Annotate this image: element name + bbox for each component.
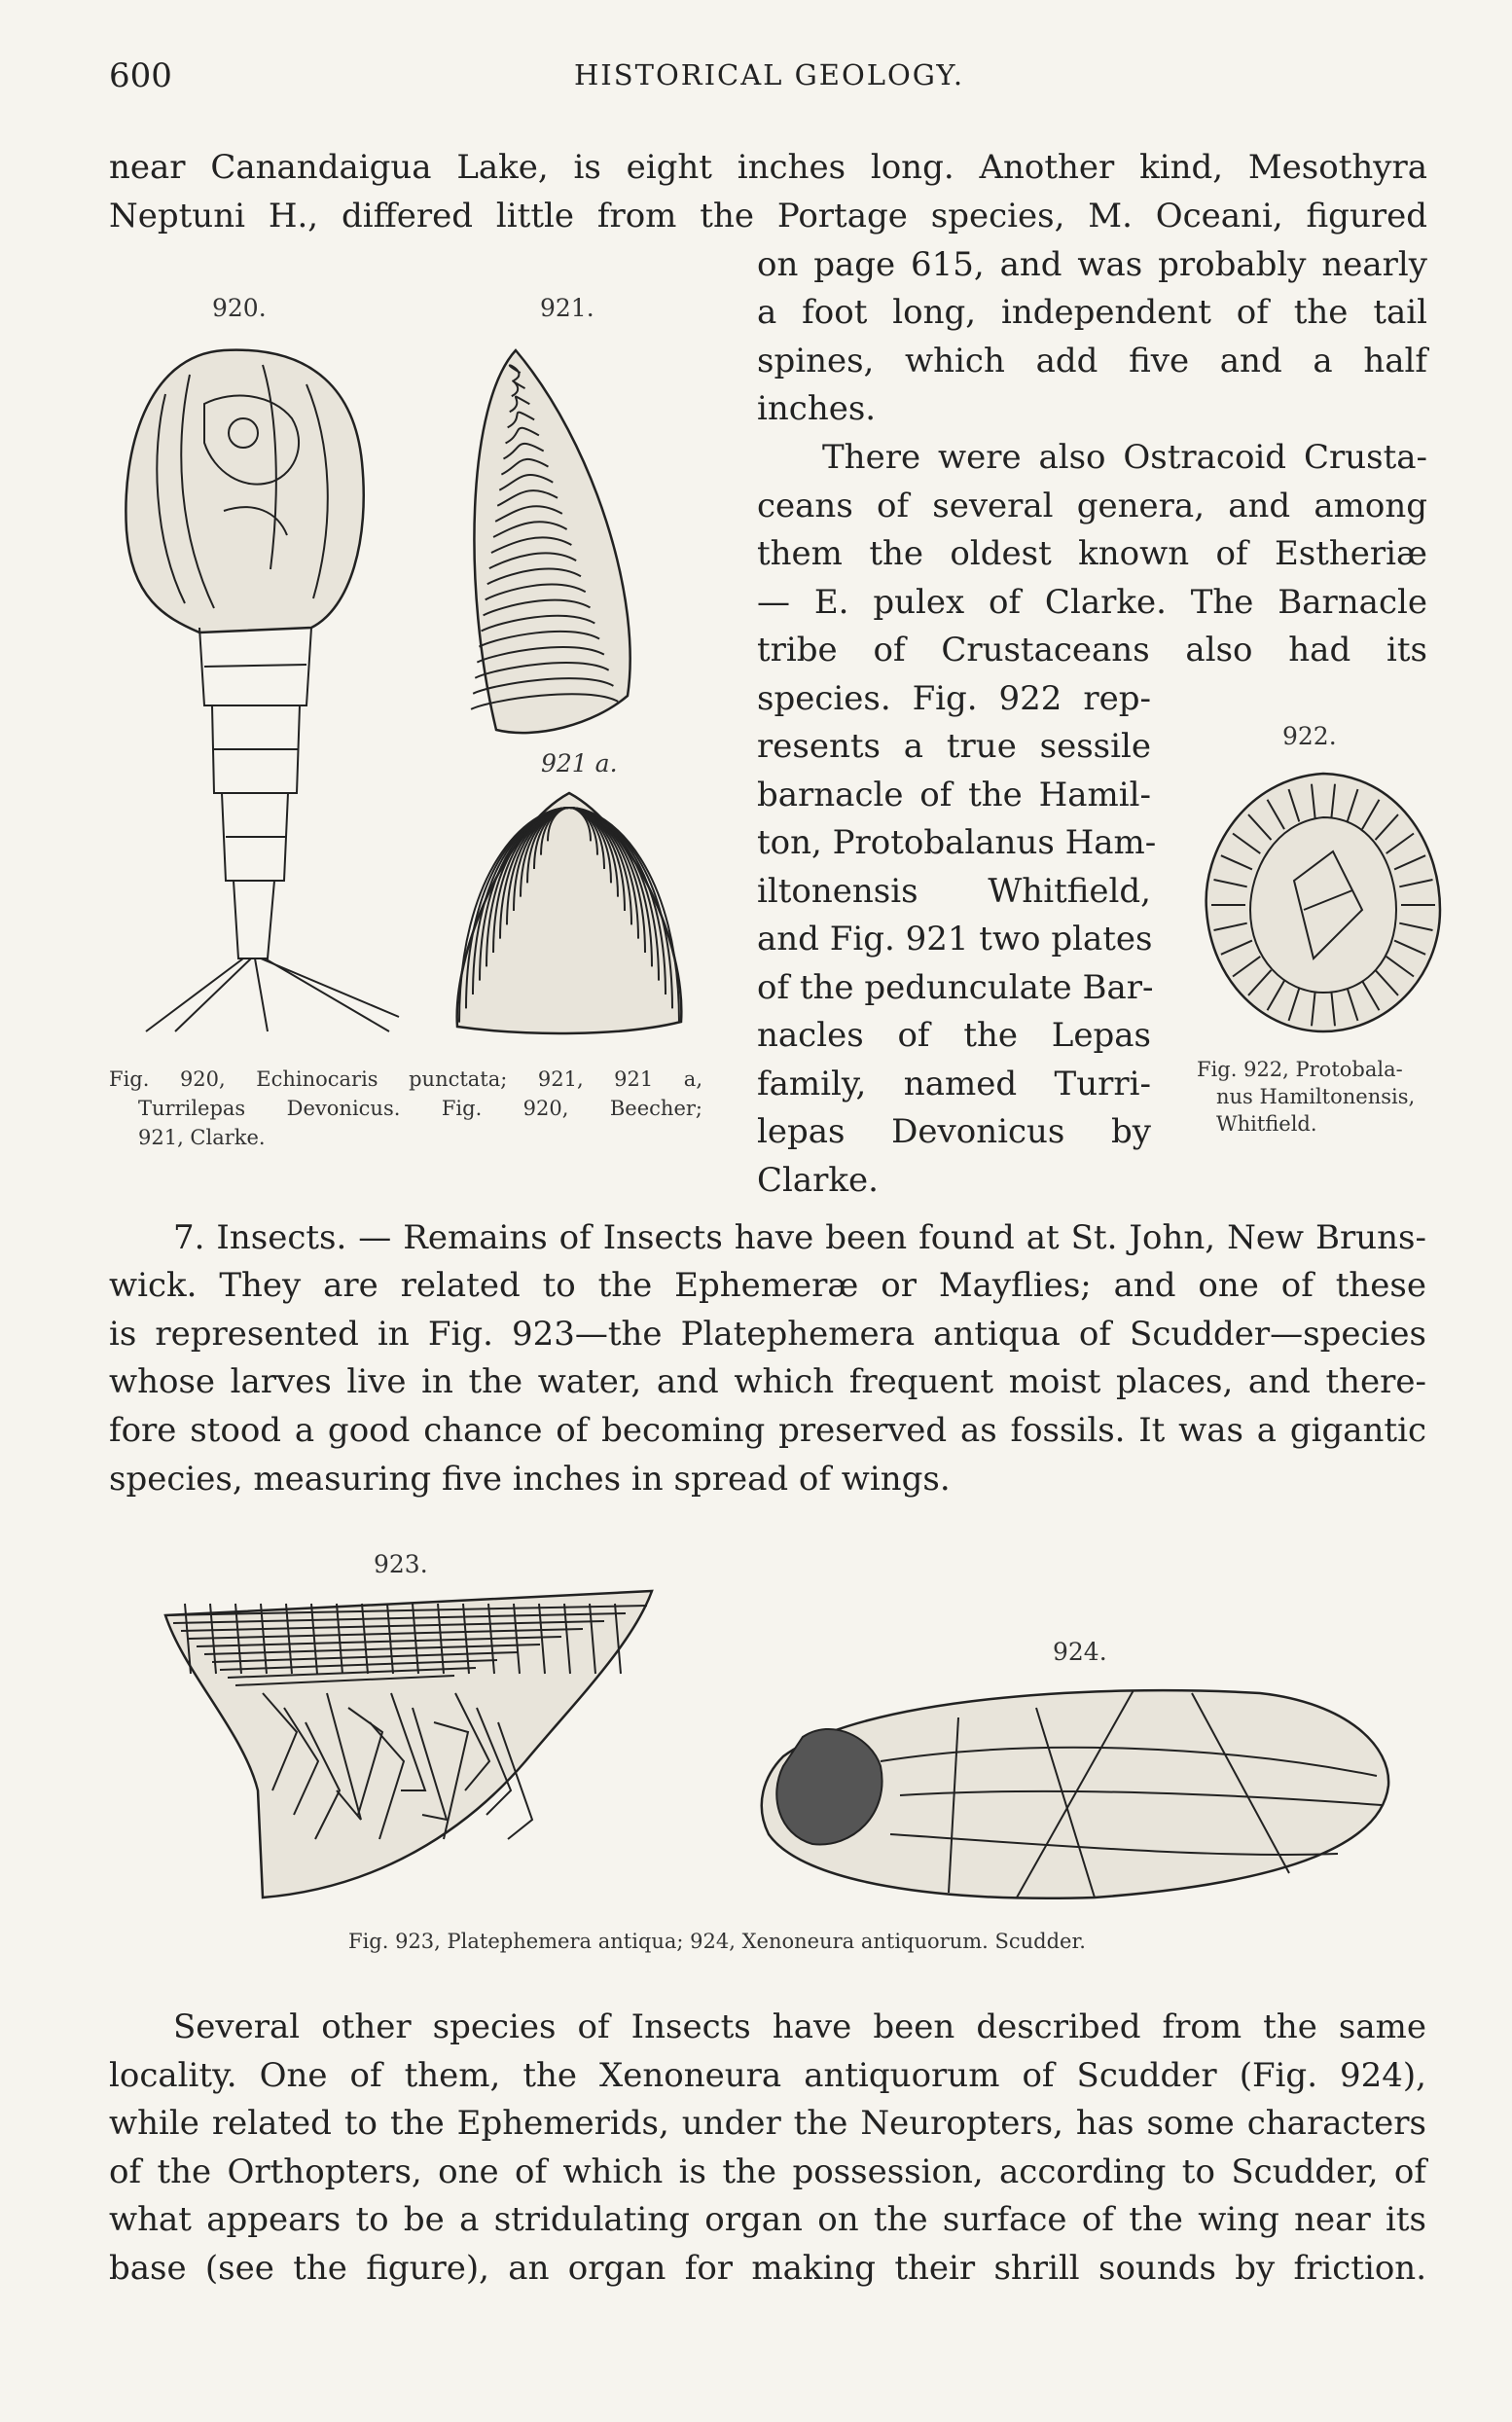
figure-924-wing <box>744 1679 1396 1907</box>
text-line: tribe of Crustaceans also had its <box>757 631 1427 669</box>
section7-line: is represented in Fig. 923—the Platephemera antiqua of Scudder—species <box>109 1315 1426 1354</box>
text-line: species. Fig. 922 rep- <box>757 679 1151 718</box>
text-line: on page 615, and was probably nearly <box>757 245 1427 284</box>
text-line: barnacle of the Hamil- <box>757 776 1151 814</box>
section7-line: fore stood a good chance of becoming preserved as fossils. It was a gigantic <box>109 1411 1426 1450</box>
figure-922-barnacle <box>1197 764 1450 1041</box>
figure-label-924: 924. <box>1053 1638 1107 1666</box>
running-title: HISTORICAL GEOLOGY. <box>574 58 965 91</box>
text-line: There were also Ostracoid Crusta- <box>822 438 1427 477</box>
text-line: iltonensis Whitfield, <box>757 872 1151 911</box>
text-line: spines, which add five and a half <box>757 342 1427 380</box>
text-line: them the oldest known of Estheriæ <box>757 534 1427 573</box>
section7-line: 7. Insects. — Remains of Insects have been found at St. John, New Bruns- <box>173 1218 1426 1257</box>
text-line: resents a true sessile <box>757 727 1151 766</box>
caption-922-line: Whitfield. <box>1216 1112 1317 1136</box>
section7-line: species, measuring five inches in spread of wings. <box>109 1460 951 1499</box>
figure-label-922: 922. <box>1282 722 1337 750</box>
text-line: lepas Devonicus by <box>757 1112 1151 1151</box>
paragraph-line: of the Orthopters, one of which is the possession, according to Scudder, of <box>109 2152 1426 2191</box>
text-line: near Canandaigua Lake, is eight inches long. Another kind, Mesothyra <box>109 148 1427 187</box>
paragraph-line: base (see the figure), an organ for making their shrill sounds by friction. <box>109 2249 1426 2288</box>
text-line: nacles of the Lepas <box>757 1016 1151 1055</box>
text-line: ton, Protobalanus Ham- <box>757 823 1157 862</box>
text-line: and Fig. 921 two plates <box>757 920 1153 958</box>
paragraph-line: what appears to be a stridulating organ on the surface of the wing near its <box>109 2200 1426 2239</box>
text-line: inches. <box>757 389 877 428</box>
figure-920-echinocaris <box>107 336 418 1036</box>
figure-921-plate <box>448 345 642 744</box>
figure-label-920: 920. <box>212 294 267 322</box>
caption-920-921-line: Turrilepas Devonicus. Fig. 920, Beecher; <box>138 1097 702 1120</box>
section7-line: whose larves live in the water, and which frequent moist places, and there- <box>109 1362 1426 1401</box>
figure-label-921a: 921 a. <box>541 749 618 777</box>
paragraph-line: locality. One of them, the Xenoneura antiquorum of Scudder (Fig. 924), <box>109 2056 1426 2095</box>
page-number: 600 <box>109 56 172 95</box>
text-line: ceans of several genera, and among <box>757 487 1427 525</box>
caption-922-line: Fig. 922, Protobala- <box>1197 1058 1403 1081</box>
text-line: a foot long, independent of the tail <box>757 293 1427 332</box>
figure-label-923: 923. <box>374 1550 428 1578</box>
paragraph-line: while related to the Ephemerids, under the Neuropters, has some characters <box>109 2104 1426 2143</box>
figure-921a-plate <box>448 788 691 1036</box>
caption-920-921-line: 921, Clarke. <box>138 1126 266 1149</box>
text-line: family, named Turri- <box>757 1065 1151 1103</box>
text-line: Clarke. <box>757 1161 879 1200</box>
text-line: — E. pulex of Clarke. The Barnacle <box>757 583 1427 622</box>
figure-label-921: 921. <box>540 294 594 322</box>
text-line: Neptuni H., differed little from the Portage species, M. Oceani, figured <box>109 197 1427 235</box>
text-line: of the pedunculate Bar- <box>757 968 1154 1007</box>
paragraph-line: Several other species of Insects have been described from the same <box>173 2007 1426 2046</box>
caption-922-line: nus Hamiltonensis, <box>1216 1085 1416 1108</box>
section7-line: wick. They are related to the Ephemeræ or Mayflies; and one of these <box>109 1266 1426 1305</box>
caption-920-921-line: Fig. 920, Echinocaris punctata; 921, 921 a, <box>109 1067 702 1091</box>
caption-923-924: Fig. 923, Platephemera antiqua; 924, Xenoneura antiquorum. Scudder. <box>348 1930 1086 1953</box>
figure-923-wing <box>146 1586 662 1907</box>
